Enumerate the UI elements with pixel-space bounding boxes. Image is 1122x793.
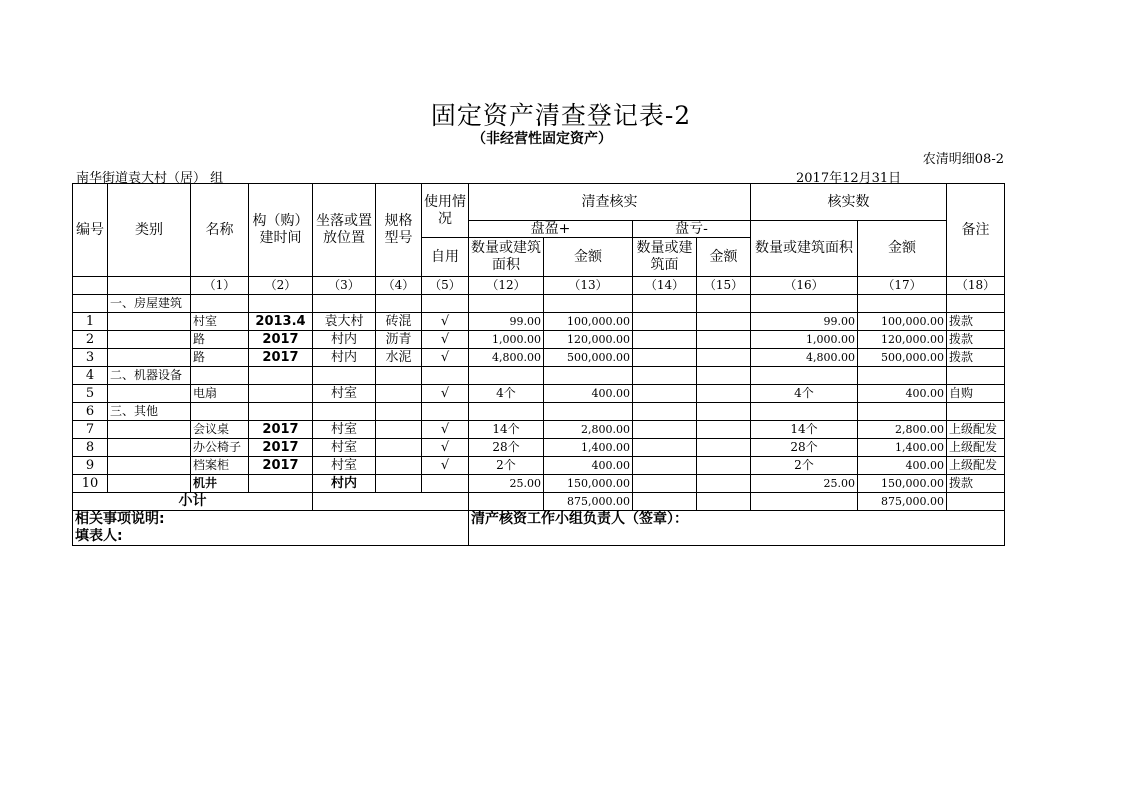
row-verified-qty: 28个 — [751, 439, 858, 457]
row-number: 7 — [73, 421, 108, 439]
header-no: 编号 — [73, 184, 108, 277]
subtotal-blank — [947, 493, 1005, 511]
row-model — [376, 475, 422, 493]
row-build-time: 2017 — [249, 331, 313, 349]
header-usage: 使用情况 — [422, 184, 469, 238]
row-category — [108, 349, 191, 367]
subtotal-blank — [469, 493, 544, 511]
row-surplus-qty: 25.00 — [469, 475, 544, 493]
row-location — [313, 403, 376, 421]
table-row — [73, 385, 1005, 403]
row-deficit-qty — [633, 475, 697, 493]
header-surplus-amount: 金额 — [544, 238, 633, 277]
row-remark — [947, 367, 1005, 385]
row-deficit-amount — [697, 475, 751, 493]
table-row — [73, 331, 1005, 349]
row-location: 村室 — [313, 439, 376, 457]
row-number — [73, 295, 108, 313]
row-model: 水泥 — [376, 349, 422, 367]
row-deficit-qty — [633, 295, 697, 313]
row-name: 档案柜 — [191, 457, 249, 475]
row-category — [108, 475, 191, 493]
row-verified-qty: 14个 — [751, 421, 858, 439]
table-row — [73, 403, 1005, 421]
row-deficit-amount — [697, 457, 751, 475]
row-build-time: 2013.4 — [249, 313, 313, 331]
row-location: 村室 — [313, 457, 376, 475]
column-number: （4） — [376, 277, 422, 295]
table-row — [73, 295, 1005, 313]
row-verified-qty: 4个 — [751, 385, 858, 403]
row-verified-amount: 400.00 — [858, 385, 947, 403]
row-usage: √ — [422, 421, 469, 439]
row-remark — [947, 295, 1005, 313]
row-surplus-qty: 2个 — [469, 457, 544, 475]
row-location — [313, 367, 376, 385]
row-surplus-amount — [544, 295, 633, 313]
table-row — [73, 475, 1005, 493]
row-usage: √ — [422, 349, 469, 367]
row-verified-amount: 400.00 — [858, 457, 947, 475]
leader-signature-label: 清产核资工作小组负责人（签章）： — [469, 511, 1005, 546]
row-build-time: 2017 — [249, 421, 313, 439]
row-category: 二、机器设备 — [108, 367, 191, 385]
row-category — [108, 439, 191, 457]
row-category: 三、其他 — [108, 403, 191, 421]
subtotal-blank — [697, 493, 751, 511]
table-row — [73, 457, 1005, 475]
row-verified-amount: 500,000.00 — [858, 349, 947, 367]
table-row — [73, 421, 1005, 439]
row-deficit-qty — [633, 331, 697, 349]
report-date: 2017年12月31日 — [796, 171, 902, 186]
row-deficit-amount — [697, 331, 751, 349]
row-number: 5 — [73, 385, 108, 403]
row-model — [376, 421, 422, 439]
row-category — [108, 331, 191, 349]
column-number: （14） — [633, 277, 697, 295]
header-model: 规格型号 — [376, 184, 422, 277]
row-surplus-qty: 28个 — [469, 439, 544, 457]
row-location: 村室 — [313, 385, 376, 403]
column-number: （2） — [249, 277, 313, 295]
row-name: 路 — [191, 349, 249, 367]
header-name: 名称 — [191, 184, 249, 277]
row-surplus-amount: 2,800.00 — [544, 421, 633, 439]
row-number: 8 — [73, 439, 108, 457]
row-remark: 上级配发 — [947, 421, 1005, 439]
row-deficit-qty — [633, 349, 697, 367]
row-deficit-amount — [697, 367, 751, 385]
row-verified-amount — [858, 295, 947, 313]
row-category — [108, 313, 191, 331]
row-name: 会议桌 — [191, 421, 249, 439]
row-surplus-qty: 1,000.00 — [469, 331, 544, 349]
row-deficit-qty — [633, 421, 697, 439]
row-category — [108, 457, 191, 475]
row-location: 村内 — [313, 475, 376, 493]
document-code: 农清明细08-2 — [922, 152, 1004, 167]
row-category — [108, 421, 191, 439]
row-surplus-amount: 400.00 — [544, 385, 633, 403]
header-remark: 备注 — [947, 184, 1005, 277]
table-row — [73, 349, 1005, 367]
row-name: 机井 — [191, 475, 249, 493]
row-build-time — [249, 295, 313, 313]
column-number: （1） — [191, 277, 249, 295]
row-remark: 上级配发 — [947, 439, 1005, 457]
column-number: （17） — [858, 277, 947, 295]
row-verified-amount: 150,000.00 — [858, 475, 947, 493]
row-name — [191, 295, 249, 313]
row-surplus-qty: 4,800.00 — [469, 349, 544, 367]
notes-label: 相关事项说明: — [73, 511, 469, 529]
header-build-time: 构（购）建时间 — [249, 184, 313, 277]
row-surplus-amount: 1,400.00 — [544, 439, 633, 457]
row-verified-amount: 2,800.00 — [858, 421, 947, 439]
column-number: （5） — [422, 277, 469, 295]
row-remark — [947, 403, 1005, 421]
row-verified-amount — [858, 367, 947, 385]
row-verified-qty: 1,000.00 — [751, 331, 858, 349]
subtotal-blank — [751, 493, 858, 511]
row-usage — [422, 295, 469, 313]
column-number-blank — [73, 277, 108, 295]
row-verified-qty — [751, 295, 858, 313]
row-remark: 上级配发 — [947, 457, 1005, 475]
row-verified-amount: 1,400.00 — [858, 439, 947, 457]
row-model: 沥青 — [376, 331, 422, 349]
row-remark: 拨款 — [947, 331, 1005, 349]
column-number: （16） — [751, 277, 858, 295]
subtotal-blank — [633, 493, 697, 511]
row-usage: √ — [422, 457, 469, 475]
row-usage: √ — [422, 331, 469, 349]
row-usage — [422, 403, 469, 421]
row-location — [313, 295, 376, 313]
subtotal-surplus-amount: 875,000.00 — [544, 493, 633, 511]
row-verified-amount: 120,000.00 — [858, 331, 947, 349]
filler-label: 填表人: — [73, 528, 469, 546]
row-model — [376, 457, 422, 475]
row-deficit-amount — [697, 421, 751, 439]
row-build-time: 2017 — [249, 457, 313, 475]
row-name: 电扇 — [191, 385, 249, 403]
row-build-time — [249, 385, 313, 403]
header-deficit: 盘亏- — [633, 221, 751, 238]
row-number: 9 — [73, 457, 108, 475]
header-surplus: 盘盈+ — [469, 221, 633, 238]
row-build-time — [249, 367, 313, 385]
row-remark: 拨款 — [947, 475, 1005, 493]
register-table — [72, 183, 1005, 546]
row-verified-qty: 25.00 — [751, 475, 858, 493]
row-verified-qty: 99.00 — [751, 313, 858, 331]
row-deficit-amount — [697, 313, 751, 331]
subtotal-label: 小计 — [73, 493, 313, 511]
row-verified-qty: 4,800.00 — [751, 349, 858, 367]
row-usage — [422, 475, 469, 493]
row-deficit-amount — [697, 385, 751, 403]
row-surplus-amount — [544, 367, 633, 385]
row-model — [376, 295, 422, 313]
row-surplus-qty — [469, 367, 544, 385]
row-surplus-amount: 120,000.00 — [544, 331, 633, 349]
row-number: 6 — [73, 403, 108, 421]
row-number: 4 — [73, 367, 108, 385]
row-deficit-qty — [633, 439, 697, 457]
row-name — [191, 367, 249, 385]
column-number: （3） — [313, 277, 376, 295]
row-number: 3 — [73, 349, 108, 367]
header-location: 坐落或置放位置 — [313, 184, 376, 277]
table-row — [73, 367, 1005, 385]
row-number: 2 — [73, 331, 108, 349]
row-category — [108, 385, 191, 403]
row-usage: √ — [422, 313, 469, 331]
unit-label: 南华街道袁大村（居） 组 — [76, 171, 224, 186]
row-name: 办公椅子 — [191, 439, 249, 457]
row-build-time: 2017 — [249, 349, 313, 367]
row-verified-amount: 100,000.00 — [858, 313, 947, 331]
column-number: （13） — [544, 277, 633, 295]
row-deficit-qty — [633, 367, 697, 385]
row-surplus-qty — [469, 295, 544, 313]
row-deficit-qty — [633, 457, 697, 475]
header-verified-amount: 金额 — [858, 221, 947, 277]
row-verified-qty — [751, 367, 858, 385]
row-number: 10 — [73, 475, 108, 493]
row-number: 1 — [73, 313, 108, 331]
row-verified-qty: 2个 — [751, 457, 858, 475]
row-surplus-qty: 4个 — [469, 385, 544, 403]
row-model — [376, 403, 422, 421]
row-usage: √ — [422, 385, 469, 403]
row-verified-amount — [858, 403, 947, 421]
column-number: （12） — [469, 277, 544, 295]
header-surplus-qty: 数量或建筑面积 — [469, 238, 544, 277]
subtotal-row — [73, 493, 1005, 511]
row-surplus-qty: 14个 — [469, 421, 544, 439]
row-remark: 拨款 — [947, 349, 1005, 367]
row-build-time — [249, 403, 313, 421]
row-deficit-qty — [633, 403, 697, 421]
column-number: （15） — [697, 277, 751, 295]
row-surplus-amount: 400.00 — [544, 457, 633, 475]
row-model — [376, 385, 422, 403]
row-deficit-amount — [697, 295, 751, 313]
table-row — [73, 439, 1005, 457]
row-deficit-amount — [697, 439, 751, 457]
row-model — [376, 439, 422, 457]
header-deficit-qty: 数量或建筑面 — [633, 238, 697, 277]
row-surplus-qty: 99.00 — [469, 313, 544, 331]
row-remark: 拨款 — [947, 313, 1005, 331]
row-deficit-qty — [633, 385, 697, 403]
row-model — [376, 367, 422, 385]
subtotal-blank — [313, 493, 469, 511]
column-number-row — [73, 277, 1005, 295]
row-usage: √ — [422, 439, 469, 457]
header-verified-qty: 数量或建筑面积 — [751, 221, 858, 277]
header-usage-self: 自用 — [422, 238, 469, 277]
page-subtitle: （非经营性固定资产） — [472, 131, 612, 147]
header-deficit-amount: 金额 — [697, 238, 751, 277]
row-deficit-amount — [697, 403, 751, 421]
table-row — [73, 313, 1005, 331]
row-name — [191, 403, 249, 421]
row-surplus-qty — [469, 403, 544, 421]
row-surplus-amount — [544, 403, 633, 421]
row-build-time: 2017 — [249, 439, 313, 457]
row-name: 村室 — [191, 313, 249, 331]
row-verified-qty — [751, 403, 858, 421]
page-title: 固定资产清查登记表-2 — [430, 101, 692, 130]
row-surplus-amount: 150,000.00 — [544, 475, 633, 493]
row-deficit-qty — [633, 313, 697, 331]
row-location: 村内 — [313, 331, 376, 349]
row-location: 村室 — [313, 421, 376, 439]
subtotal-verified-amount: 875,000.00 — [858, 493, 947, 511]
header-category: 类别 — [108, 184, 191, 277]
column-number: （18） — [947, 277, 1005, 295]
row-surplus-amount: 500,000.00 — [544, 349, 633, 367]
footer-row — [73, 511, 1005, 529]
row-deficit-amount — [697, 349, 751, 367]
row-location: 袁大村 — [313, 313, 376, 331]
column-number-blank — [108, 277, 191, 295]
row-location: 村内 — [313, 349, 376, 367]
row-build-time — [249, 475, 313, 493]
row-model: 砖混 — [376, 313, 422, 331]
row-name: 路 — [191, 331, 249, 349]
row-usage — [422, 367, 469, 385]
row-category: 一、房屋建筑 — [108, 295, 191, 313]
row-surplus-amount: 100,000.00 — [544, 313, 633, 331]
row-remark: 自购 — [947, 385, 1005, 403]
header-verify: 清查核实 — [469, 184, 751, 221]
header-verified: 核实数 — [751, 184, 947, 221]
